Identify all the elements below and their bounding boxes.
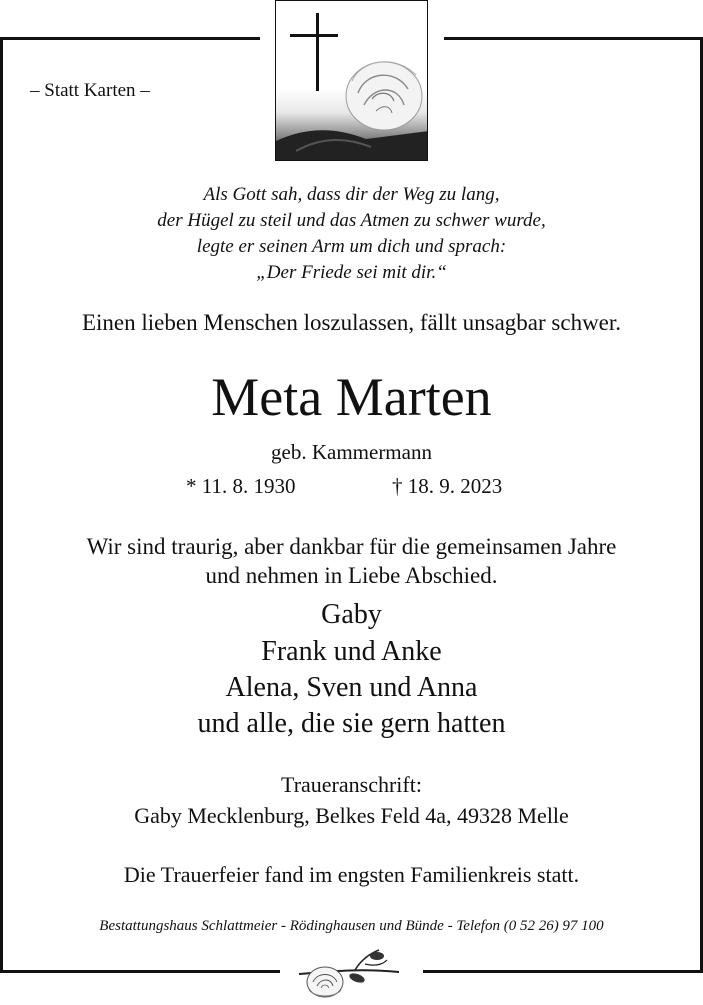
frame-left xyxy=(0,37,3,973)
ceremony-text: Die Trauerfeier fand im engsten Familienkreis statt. xyxy=(123,862,580,887)
intro-text: Einen lieben Menschen loszulassen, fällt unsagbar schwer. xyxy=(81,310,622,335)
birth-date: * 11. 8. 1930 xyxy=(186,474,296,498)
funeral-home-footer: Bestattungshaus Schlattmeier - Rödinghausen und Bünde - Telefon (0 52 26) 97 100 xyxy=(99,918,604,934)
poem-line-1: Als Gott sah, dass dir der Weg zu lang, xyxy=(203,184,500,205)
address-label: Traueranschrift: xyxy=(281,772,422,797)
mourner-4: und alle, die sie gern hatten xyxy=(197,708,506,739)
poem-line-2: der Hügel zu steil und das Atmen zu schwer wurde, xyxy=(157,210,546,231)
frame-top-left xyxy=(0,37,260,40)
address-value: Gaby Mecklenburg, Belkes Feld 4a, 49328 Melle xyxy=(134,803,569,828)
maiden-name: geb. Kammermann xyxy=(271,440,432,464)
statt-karten-label: – Statt Karten – xyxy=(30,80,150,101)
mourner-3: Alena, Sven und Anna xyxy=(225,672,478,703)
mourner-1: Gaby xyxy=(321,599,382,630)
poem-line-3: legte er seinen Arm um dich und sprach: xyxy=(196,236,507,257)
frame-bottom-right xyxy=(423,970,703,973)
poem-line-4: „Der Friede sei mit dir.“ xyxy=(256,262,447,283)
cross-and-rose-icon xyxy=(275,0,428,161)
mourner-2: Frank und Anke xyxy=(261,636,442,667)
deceased-name: Meta Marten xyxy=(211,367,492,427)
rose-icon xyxy=(295,948,407,1000)
message-line-1: Wir sind traurig, aber dankbar für die gemeinsamen Jahre xyxy=(86,534,617,559)
message-line-2: und nehmen in Liebe Abschied. xyxy=(205,563,498,588)
frame-bottom-left xyxy=(0,970,280,973)
death-date: † 18. 9. 2023 xyxy=(392,474,503,498)
frame-top-right xyxy=(444,37,703,40)
